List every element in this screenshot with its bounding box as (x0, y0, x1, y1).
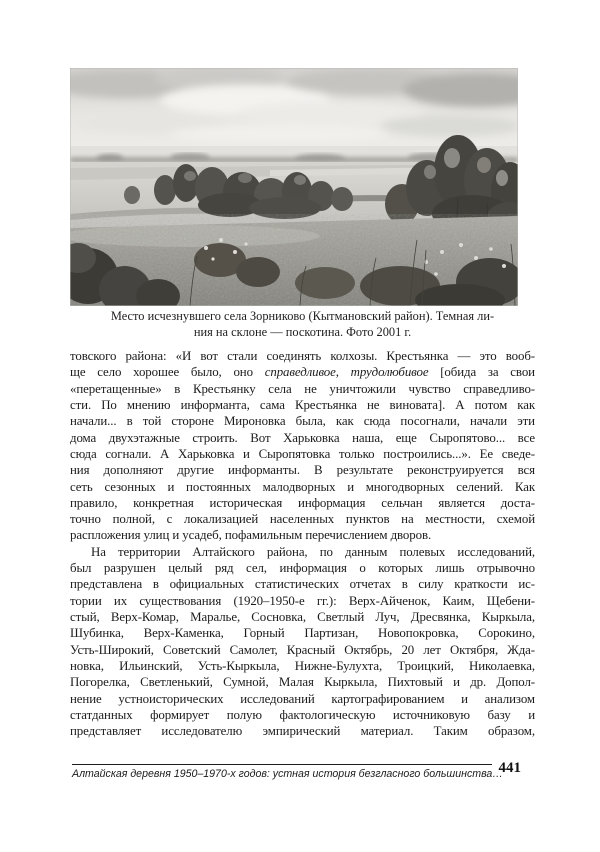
caption-line-2: ния на склоне — поскотина. Фото 2001 г. (193, 324, 412, 339)
text-line: представлена в официальных статистических отчетах в силу краткости ис- (70, 577, 535, 592)
text-line: статданных формирует полую фактологическую источниковую базу и (70, 707, 535, 722)
text-line: ще село хорошее было, оно справедливое, трудолюбивое [обида за свои (70, 365, 535, 380)
text-line: стый, Верх-Комар, Маралье, Сосновка, Светлый Луч, Дресвянка, Кыркыла, (70, 610, 535, 624)
page-number: 441 (498, 760, 521, 776)
landscape-photo-illustration (70, 68, 518, 306)
running-title: Алтайская деревня 1950–1970-х годов: устная история безгласного большинства… (72, 764, 492, 780)
text-line: Усть-Широкий, Советский Самолет, Красный Октябрь, 20 лет Октября, Жда- (70, 642, 535, 657)
text-line: нение устноисторических исследований картографированием и анализом (70, 691, 535, 706)
text-line: тории их существования (1920–1950-е гг.): Верх-Айченок, Каим, Щебени- (70, 593, 535, 608)
text-line: сеть сезонных и постоянных малодворных и многодворных селений. Как (70, 479, 535, 494)
text-line: сюда согнали. А Харьковка и Сыропятовка только построились...». Ее сведе- (70, 446, 535, 461)
text-line: ния дополняют другие информанты. В результате реконструируется вся (70, 463, 535, 478)
text-line: «перетащенные» в Крестьянку села не уничтожили чувство справедливо- (70, 381, 535, 396)
text-line: Шубинка, Верх-Каменка, Горный Партизан, Новопокровка, Сорокино, (70, 626, 535, 641)
text-line: новка, Ильинский, Усть-Кыркыла, Нижне-Булухта, Троицкий, Николаевка, (70, 658, 535, 673)
text-line: правило, конкретная историческая информация сельчан является доста- (70, 495, 535, 510)
text-line: На территории Алтайского района, по данным полевых исследований, (91, 544, 535, 559)
body-text (70, 348, 535, 740)
photo (70, 68, 518, 306)
text-line: сти. По мнению информанта, сама Крестьянка не виновата]. А потом как (70, 397, 535, 412)
text-line: начали... в той стороне Мироновка была, как сюда посогнали, начали эти (70, 414, 535, 429)
caption-line-1: Место исчезнувшего села Зорниково (Кытмановский район). Темная ли- (110, 309, 495, 323)
text-line: дома двухэтажные строить. Вот Харьковка наша, еще Сыропятово... все (70, 430, 535, 445)
page-footer (70, 757, 535, 787)
text-line: товского района: «И вот стали соединять колхозы. Крестьянка — это вооб- (70, 349, 535, 363)
text-line: Погорелка, Светленький, Сумной, Малая Кыркыла, Пихтовый и др. Допол- (70, 675, 535, 690)
text-line: представляет исследователю эмпирический материал. Таким образом, (70, 724, 535, 739)
text-line: распложения улиц и усадеб, пофамильным перечислением дворов. (70, 528, 432, 543)
photo-caption (70, 309, 535, 341)
text-line: был разрушен целый ряд сел, информация о которых лишь отрывочно (70, 561, 535, 576)
text-line: точно полной, с локализацией населенных пунктов на местности, схемой (70, 512, 535, 527)
